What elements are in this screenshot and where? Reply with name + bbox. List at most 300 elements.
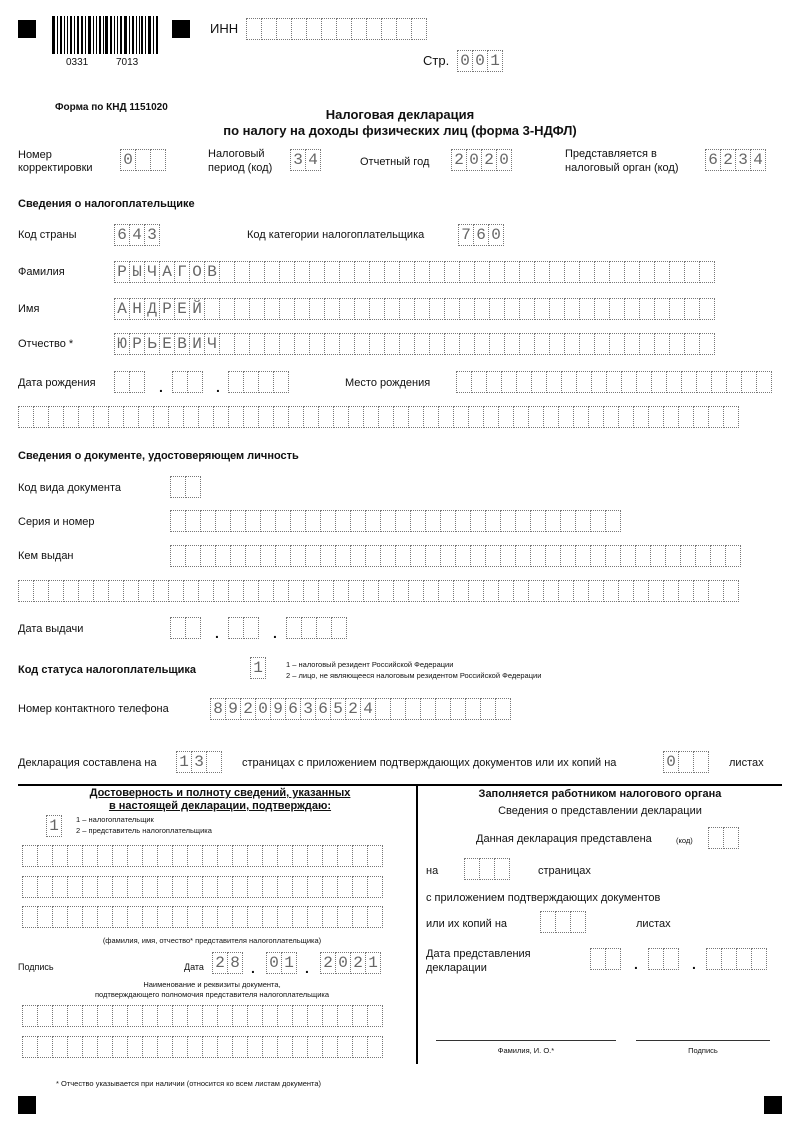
char-cell: [279, 261, 295, 283]
char-cell: 3: [191, 751, 207, 773]
doc-type-field[interactable]: [170, 476, 200, 498]
char-cell: [429, 333, 445, 355]
char-cell: [474, 298, 490, 320]
office-sheets-field[interactable]: [540, 911, 585, 933]
phone-field[interactable]: [210, 698, 510, 720]
char-cell: [468, 580, 484, 602]
char-cell: [546, 371, 562, 393]
pages-count-field[interactable]: [176, 751, 221, 773]
copies-label: или их копий на: [426, 918, 508, 930]
char-cell: [261, 18, 277, 40]
char-cell: [262, 1005, 278, 1027]
char-cell: [494, 858, 510, 880]
char-cell: [381, 18, 397, 40]
char-cell: [279, 298, 295, 320]
form-title-line2: по налогу на доходы физических лиц (форма 3-НДФЛ): [223, 123, 577, 138]
char-cell: [534, 261, 550, 283]
char-cell: [273, 580, 289, 602]
authority-label-2: налоговый орган (код): [565, 162, 679, 174]
char-cell: [309, 298, 325, 320]
char-cell: [513, 406, 529, 428]
char-cell: [365, 545, 381, 567]
char-cell: [498, 580, 514, 602]
char-cell: 4: [129, 224, 145, 246]
char-cell: [708, 827, 724, 849]
char-cell: [561, 371, 577, 393]
office-pages-field[interactable]: [464, 858, 509, 880]
form-code: Форма по КНД 1151020: [55, 102, 168, 113]
char-cell: [693, 406, 709, 428]
page-number-field[interactable]: [457, 50, 502, 72]
char-cell: [82, 876, 98, 898]
char-cell: [369, 298, 385, 320]
char-cell: [52, 1005, 68, 1027]
issue-day-field[interactable]: [170, 617, 200, 639]
char-cell: [157, 845, 173, 867]
char-cell: [352, 876, 368, 898]
char-cell: [142, 1036, 158, 1058]
char-cell: [654, 333, 670, 355]
char-cell: 3: [300, 698, 316, 720]
char-cell: [369, 261, 385, 283]
char-cell: [22, 1036, 38, 1058]
char-cell: [549, 298, 565, 320]
representative-fio-field-1[interactable]: [22, 845, 382, 867]
char-cell: [82, 1036, 98, 1058]
char-cell: [52, 906, 68, 928]
char-cell: [363, 580, 379, 602]
char-cell: [605, 545, 621, 567]
char-cell: [618, 406, 634, 428]
char-cell: [142, 906, 158, 928]
corner-marker-top-right: [172, 20, 190, 38]
form-title-line1: Налоговая декларация: [325, 107, 475, 122]
char-cell: [390, 698, 406, 720]
inn-field[interactable]: [246, 18, 426, 40]
char-cell: [516, 371, 532, 393]
char-cell: Н: [129, 298, 145, 320]
char-cell: [725, 545, 741, 567]
char-cell: [470, 510, 486, 532]
char-cell: [93, 580, 109, 602]
issue-year-field[interactable]: [286, 617, 346, 639]
char-cell: [292, 1036, 308, 1058]
char-cell: [666, 371, 682, 393]
barcode-number-left: 0331: [66, 57, 89, 68]
char-cell: [22, 845, 38, 867]
char-cell: [202, 876, 218, 898]
char-cell: [277, 1005, 293, 1027]
char-cell: [262, 906, 278, 928]
char-cell: [97, 1005, 113, 1027]
char-cell: А: [114, 298, 130, 320]
char-cell: [198, 406, 214, 428]
phone-label: Номер контактного телефона: [18, 703, 169, 715]
char-cell: [258, 580, 274, 602]
char-cell: [322, 1005, 338, 1027]
char-cell: [301, 617, 317, 639]
char-cell: [621, 371, 637, 393]
char-cell: [464, 858, 480, 880]
char-cell: [378, 406, 394, 428]
char-cell: [549, 333, 565, 355]
char-cell: [232, 906, 248, 928]
char-cell: [723, 580, 739, 602]
sheets-count-field[interactable]: [663, 751, 708, 773]
char-cell: [78, 580, 94, 602]
char-cell: [320, 510, 336, 532]
char-cell: [435, 698, 451, 720]
char-cell: [78, 406, 94, 428]
char-cell: [399, 298, 415, 320]
patronymic-field[interactable]: [114, 333, 714, 355]
char-cell: [395, 510, 411, 532]
char-cell: [384, 298, 400, 320]
char-cell: [471, 371, 487, 393]
char-cell: 1: [365, 952, 381, 974]
char-cell: [605, 948, 621, 970]
char-cell: [378, 580, 394, 602]
char-cell: 2: [212, 952, 228, 974]
char-cell: [348, 580, 364, 602]
char-cell: [187, 876, 203, 898]
char-cell: [82, 845, 98, 867]
char-cell: [230, 510, 246, 532]
char-cell: [573, 580, 589, 602]
char-cell: [579, 261, 595, 283]
representative-fio-field-2[interactable]: [22, 876, 382, 898]
char-cell: [288, 580, 304, 602]
char-cell: [663, 948, 679, 970]
char-cell: [305, 545, 321, 567]
char-cell: [425, 510, 441, 532]
char-cell: [185, 476, 201, 498]
char-cell: [339, 333, 355, 355]
char-cell: [333, 406, 349, 428]
char-cell: [232, 845, 248, 867]
char-cell: [366, 18, 382, 40]
pages-prefix: Декларация составлена на: [18, 757, 157, 769]
char-cell: [127, 876, 143, 898]
char-cell: [414, 333, 430, 355]
birth-month-field[interactable]: [172, 371, 202, 393]
char-cell: [217, 876, 233, 898]
issue-date-label: Дата выдачи: [18, 623, 84, 635]
char-cell: [288, 406, 304, 428]
presented-code-field[interactable]: [708, 827, 738, 849]
char-cell: [648, 948, 664, 970]
char-cell: [519, 333, 535, 355]
char-cell: 1: [46, 815, 62, 837]
char-cell: [93, 406, 109, 428]
char-cell: [663, 580, 679, 602]
char-cell: [335, 545, 351, 567]
char-cell: [648, 580, 664, 602]
char-cell: Р: [159, 298, 175, 320]
char-cell: [318, 580, 334, 602]
char-cell: 1: [176, 751, 192, 773]
on-label: на: [426, 865, 439, 877]
char-cell: [97, 906, 113, 928]
bottom-block-divider: [416, 784, 418, 1064]
tax-office-title: Заполняется работником налогового органа: [478, 788, 722, 800]
char-cell: [504, 333, 520, 355]
report-year-field[interactable]: [451, 149, 511, 171]
char-cell: Ч: [204, 333, 220, 355]
char-cell: [633, 580, 649, 602]
char-cell: [726, 371, 742, 393]
char-cell: [530, 510, 546, 532]
char-cell: [142, 876, 158, 898]
status-option-1: 1 – налоговый резидент Российской Федерации: [286, 660, 454, 669]
category-code-field[interactable]: [458, 224, 503, 246]
char-cell: Р: [129, 333, 145, 355]
char-cell: [348, 406, 364, 428]
char-cell: [309, 333, 325, 355]
confirm-title-line2: в настоящей декларации, подтверждаю:: [108, 800, 332, 812]
series-number-field[interactable]: [170, 510, 620, 532]
char-cell: [504, 261, 520, 283]
char-cell: [219, 298, 235, 320]
char-cell: [37, 1036, 53, 1058]
category-code-label: Код категории налогоплательщика: [247, 229, 425, 241]
char-cell: [560, 510, 576, 532]
char-cell: [696, 371, 712, 393]
patronymic-footnote: * Отчество указывается при наличии (относится ко всем листам документа): [56, 1079, 322, 1088]
char-cell: [108, 580, 124, 602]
authority-doc-field-2[interactable]: [22, 1036, 382, 1058]
char-cell: 2: [240, 698, 256, 720]
char-cell: [486, 371, 502, 393]
char-cell: [157, 1005, 173, 1027]
char-cell: [249, 298, 265, 320]
birth-day-field[interactable]: [114, 371, 144, 393]
char-cell: [669, 298, 685, 320]
char-cell: [273, 371, 289, 393]
char-cell: [594, 333, 610, 355]
presented-code-label: (код): [676, 836, 693, 845]
char-cell: [219, 333, 235, 355]
char-cell: Ч: [144, 261, 160, 283]
issued-by-field-1[interactable]: [170, 545, 740, 567]
char-cell: [337, 845, 353, 867]
char-cell: [336, 18, 352, 40]
char-cell: [534, 333, 550, 355]
char-cell: [232, 876, 248, 898]
char-cell: [172, 876, 188, 898]
char-cell: А: [159, 261, 175, 283]
char-cell: [721, 948, 737, 970]
char-cell: [67, 845, 83, 867]
confirm-type-field[interactable]: [46, 815, 61, 837]
presentation-year-field[interactable]: [706, 948, 766, 970]
char-cell: [232, 1005, 248, 1027]
char-cell: [606, 371, 622, 393]
char-cell: [408, 406, 424, 428]
char-cell: 0: [472, 50, 488, 72]
char-cell: [217, 1036, 233, 1058]
authority-doc-caption-1: Наименование и реквизиты документа,: [143, 980, 281, 989]
char-cell: [393, 406, 409, 428]
char-cell: [286, 617, 302, 639]
char-cell: [684, 333, 700, 355]
taxpayer-status-field[interactable]: [250, 657, 265, 679]
char-cell: [564, 333, 580, 355]
issue-month-field[interactable]: [228, 617, 258, 639]
char-cell: [172, 371, 188, 393]
char-cell: [633, 406, 649, 428]
char-cell: [67, 1036, 83, 1058]
char-cell: [247, 876, 263, 898]
char-cell: [219, 261, 235, 283]
char-cell: [82, 906, 98, 928]
char-cell: [399, 333, 415, 355]
char-cell: 0: [266, 952, 282, 974]
char-cell: [331, 617, 347, 639]
char-cell: [681, 371, 697, 393]
char-cell: [459, 261, 475, 283]
char-cell: [513, 580, 529, 602]
char-cell: 3: [144, 224, 160, 246]
surname-field[interactable]: [114, 261, 714, 283]
char-cell: [170, 510, 186, 532]
char-cell: [157, 1036, 173, 1058]
char-cell: [545, 510, 561, 532]
birth-year-field[interactable]: [228, 371, 288, 393]
authority-code-field[interactable]: [705, 149, 765, 171]
char-cell: [264, 333, 280, 355]
char-cell: [215, 510, 231, 532]
char-cell: [498, 406, 514, 428]
char-cell: [22, 906, 38, 928]
char-cell: [97, 876, 113, 898]
char-cell: [307, 906, 323, 928]
char-cell: [588, 580, 604, 602]
char-cell: [575, 545, 591, 567]
char-cell: [245, 545, 261, 567]
char-cell: [699, 261, 715, 283]
char-cell: 0: [255, 698, 271, 720]
signature-line: [636, 1040, 770, 1041]
char-cell: [699, 298, 715, 320]
presentation-month-field[interactable]: [648, 948, 678, 970]
birth-place-field-2[interactable]: [18, 406, 738, 428]
char-cell: [515, 510, 531, 532]
char-cell: [292, 906, 308, 928]
char-cell: [187, 1036, 203, 1058]
char-cell: [243, 617, 259, 639]
char-cell: [459, 298, 475, 320]
issued-by-field-2[interactable]: [18, 580, 738, 602]
authority-label-1: Представляется в: [565, 148, 657, 160]
char-cell: [138, 406, 154, 428]
char-cell: [37, 1005, 53, 1027]
char-cell: [318, 406, 334, 428]
char-cell: [410, 545, 426, 567]
char-cell: 9: [225, 698, 241, 720]
char-cell: [440, 510, 456, 532]
representative-fio-field-3[interactable]: [22, 906, 382, 928]
country-code-field[interactable]: [114, 224, 159, 246]
char-cell: [202, 1005, 218, 1027]
char-cell: [324, 261, 340, 283]
char-cell: [414, 298, 430, 320]
char-cell: [485, 545, 501, 567]
char-cell: [127, 1005, 143, 1027]
char-cell: [380, 510, 396, 532]
char-cell: [350, 510, 366, 532]
char-cell: [408, 580, 424, 602]
char-cell: [624, 333, 640, 355]
char-cell: [339, 298, 355, 320]
char-cell: [337, 1005, 353, 1027]
presentation-day-field[interactable]: [590, 948, 620, 970]
char-cell: [495, 698, 511, 720]
char-cell: [405, 698, 421, 720]
char-cell: [262, 876, 278, 898]
char-cell: [751, 948, 767, 970]
char-cell: [258, 371, 274, 393]
char-cell: 3: [735, 149, 751, 171]
char-cell: [52, 876, 68, 898]
correction-field[interactable]: [120, 149, 165, 171]
char-cell: [564, 261, 580, 283]
char-cell: [575, 510, 591, 532]
char-cell: [309, 261, 325, 283]
document-section-title: Сведения о документе, удостоверяющем личность: [18, 450, 299, 462]
char-cell: [187, 845, 203, 867]
inn-label: ИНН: [210, 21, 239, 36]
char-cell: [234, 298, 250, 320]
authority-doc-field-1[interactable]: [22, 1005, 382, 1027]
char-cell: 6: [705, 149, 721, 171]
char-cell: [384, 333, 400, 355]
surname-label: Фамилия: [18, 266, 65, 278]
char-cell: [483, 580, 499, 602]
char-cell: [669, 333, 685, 355]
char-cell: [558, 580, 574, 602]
char-cell: [303, 406, 319, 428]
char-cell: [200, 510, 216, 532]
char-cell: [639, 298, 655, 320]
char-cell: 0: [663, 751, 679, 773]
signing-year-field[interactable]: [320, 952, 380, 974]
char-cell: [354, 333, 370, 355]
char-cell: [112, 1036, 128, 1058]
birth-place-field-1[interactable]: [456, 371, 771, 393]
corner-marker-bottom-right: [764, 1096, 782, 1114]
char-cell: [276, 18, 292, 40]
char-cell: [277, 876, 293, 898]
authority-doc-caption-2: подтверждающего полномочия представителя налогоплательщика: [94, 990, 330, 999]
char-cell: [393, 580, 409, 602]
char-cell: [307, 876, 323, 898]
signing-day-field[interactable]: [212, 952, 242, 974]
tax-period-field[interactable]: [290, 149, 320, 171]
char-cell: [142, 1005, 158, 1027]
char-cell: 2: [451, 149, 467, 171]
char-cell: [352, 1005, 368, 1027]
char-cell: [22, 1005, 38, 1027]
doc-type-label: Код вида документа: [18, 482, 121, 494]
char-cell: [736, 948, 752, 970]
signing-month-field[interactable]: [266, 952, 296, 974]
char-cell: [590, 948, 606, 970]
char-cell: [590, 545, 606, 567]
name-field[interactable]: [114, 298, 714, 320]
char-cell: [459, 333, 475, 355]
char-cell: 2: [320, 952, 336, 974]
